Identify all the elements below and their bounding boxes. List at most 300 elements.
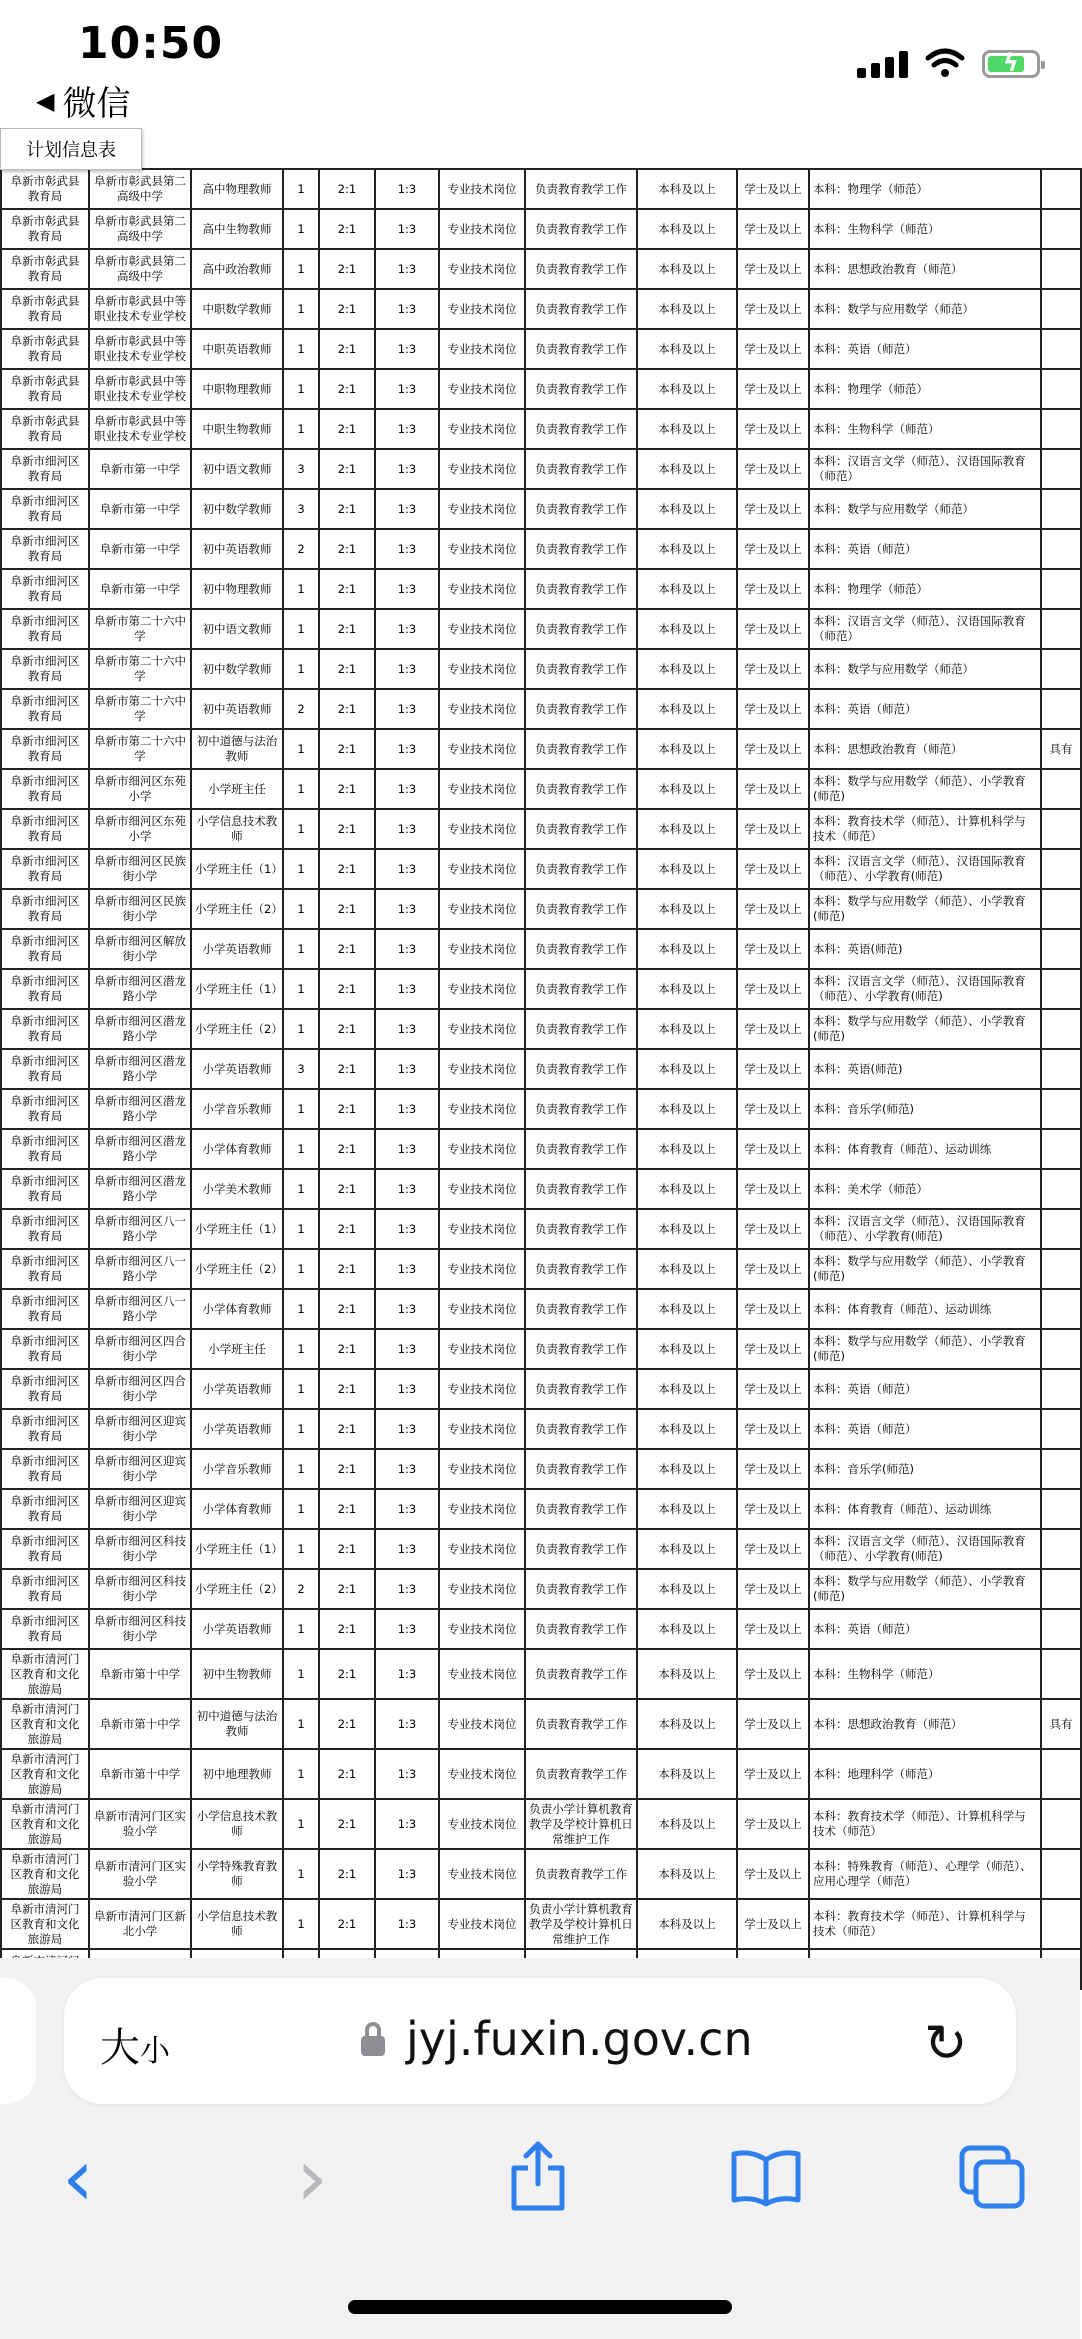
table-cell: 2:1 bbox=[319, 329, 375, 369]
lock-icon bbox=[361, 2022, 383, 2040]
table-cell: 阜新市细河区八一路小学 bbox=[89, 1249, 191, 1289]
table-cell: 本科及以上 bbox=[637, 1089, 737, 1129]
table-cell: 阜新市清河门区实验小学 bbox=[89, 1799, 191, 1849]
table-cell: 专业技术岗位 bbox=[439, 409, 525, 449]
table-cell: 学士及以上 bbox=[737, 569, 809, 609]
table-cell: 学士及以上 bbox=[737, 1529, 809, 1569]
table-cell: 学士及以上 bbox=[737, 609, 809, 649]
table-cell: 负责教育教学工作 bbox=[525, 609, 637, 649]
table-cell: 专业技术岗位 bbox=[439, 649, 525, 689]
table-cell: 1 bbox=[283, 809, 319, 849]
table-row bbox=[0, 1409, 1081, 1449]
table-cell: 1 bbox=[283, 249, 319, 289]
address-bar[interactable] bbox=[64, 1978, 1016, 2104]
table-cell bbox=[1041, 409, 1081, 449]
table-cell: 阜新市清河门区教育和文化旅游局 bbox=[1, 1849, 89, 1899]
table-cell: 本科：体育教育（师范）、运动训练 bbox=[809, 1129, 1041, 1169]
table-cell bbox=[1041, 809, 1081, 849]
table-cell: 专业技术岗位 bbox=[439, 1129, 525, 1169]
table-cell: 1 bbox=[283, 169, 319, 209]
table-cell: 1 bbox=[283, 1329, 319, 1369]
table-cell: 1:3 bbox=[375, 289, 439, 329]
table-cell: 负责教育教学工作 bbox=[525, 449, 637, 489]
status-icons bbox=[857, 48, 1040, 78]
table-cell: 2:1 bbox=[319, 529, 375, 569]
table-cell: 中职数学教师 bbox=[191, 289, 283, 329]
table-cell bbox=[1041, 849, 1081, 889]
table-cell: 初中英语教师 bbox=[191, 529, 283, 569]
table-cell: 本科及以上 bbox=[637, 1529, 737, 1569]
table-cell: 本科及以上 bbox=[637, 1249, 737, 1289]
bookmarks-icon[interactable] bbox=[730, 2148, 802, 2208]
table-cell: 阜新市第一中学 bbox=[89, 529, 191, 569]
table-cell: 本科：生物科学（师范） bbox=[809, 409, 1041, 449]
table-cell: 1:3 bbox=[375, 1409, 439, 1449]
table-cell: 阜新市细河区教育局 bbox=[1, 1609, 89, 1649]
table-cell: 2:1 bbox=[319, 1129, 375, 1169]
table-cell: 专业技术岗位 bbox=[439, 1009, 525, 1049]
sheet-tab-label[interactable]: 计划信息表 bbox=[0, 128, 142, 170]
table-cell: 本科：体育教育（师范）、运动训练 bbox=[809, 1289, 1041, 1329]
table-cell: 小学英语教师 bbox=[191, 1049, 283, 1089]
table-cell: 专业技术岗位 bbox=[439, 369, 525, 409]
table-cell: 1:3 bbox=[375, 1329, 439, 1369]
table-cell: 本科：思想政治教育（师范） bbox=[809, 1699, 1041, 1749]
table-cell: 本科：英语（师范） bbox=[809, 689, 1041, 729]
table-row bbox=[0, 1849, 1081, 1899]
table-cell: 本科：英语（师范） bbox=[809, 1409, 1041, 1449]
table-cell: 负责教育教学工作 bbox=[525, 329, 637, 369]
table-cell: 学士及以上 bbox=[737, 1449, 809, 1489]
table-cell: 阜新市第二十六中学 bbox=[89, 729, 191, 769]
table-cell: 1:3 bbox=[375, 1489, 439, 1529]
table-cell: 2:1 bbox=[319, 1089, 375, 1129]
table-row bbox=[0, 1449, 1081, 1489]
table-cell: 1:3 bbox=[375, 569, 439, 609]
previous-tab-preview[interactable] bbox=[0, 1978, 36, 2104]
table-cell: 1:3 bbox=[375, 1169, 439, 1209]
table-cell: 阜新市细河区教育局 bbox=[1, 1009, 89, 1049]
table-cell: 2:1 bbox=[319, 1849, 375, 1899]
table-cell: 本科：音乐学(师范) bbox=[809, 1449, 1041, 1489]
table-cell: 2:1 bbox=[319, 1289, 375, 1329]
table-cell: 阜新市彰武县中等职业技术专业学校 bbox=[89, 289, 191, 329]
table-cell: 阜新市细河区教育局 bbox=[1, 769, 89, 809]
table-cell: 2:1 bbox=[319, 1609, 375, 1649]
table-cell: 阜新市细河区教育局 bbox=[1, 1489, 89, 1529]
table-cell: 本科及以上 bbox=[637, 1129, 737, 1169]
table-cell: 本科：物理学（师范） bbox=[809, 369, 1041, 409]
forward-chevron-icon[interactable]: › bbox=[296, 2131, 328, 2224]
home-indicator bbox=[348, 2300, 732, 2314]
table-cell: 高中生物教师 bbox=[191, 209, 283, 249]
table-cell: 本科：思想政治教育（师范） bbox=[809, 729, 1041, 769]
back-app-label: 微信 bbox=[62, 84, 131, 124]
table-cell: 负责教育教学工作 bbox=[525, 1409, 637, 1449]
table-row bbox=[0, 969, 1081, 1009]
table-cell: 本科及以上 bbox=[637, 609, 737, 649]
table-cell: 1:3 bbox=[375, 1849, 439, 1899]
table-cell: 初中数学教师 bbox=[191, 649, 283, 689]
table-cell bbox=[1041, 1009, 1081, 1049]
table-cell: 学士及以上 bbox=[737, 1369, 809, 1409]
table-cell: 本科及以上 bbox=[637, 169, 737, 209]
table-cell: 专业技术岗位 bbox=[439, 569, 525, 609]
table-cell: 专业技术岗位 bbox=[439, 1449, 525, 1489]
table-cell: 阜新市细河区八一路小学 bbox=[89, 1209, 191, 1249]
table-cell: 阜新市第十中学 bbox=[89, 1749, 191, 1799]
battery-charging-icon: ϟ bbox=[982, 50, 1040, 78]
table-cell: 专业技术岗位 bbox=[439, 1209, 525, 1249]
table-cell: 小学英语教师 bbox=[191, 1369, 283, 1409]
table-cell: 本科：英语（师范） bbox=[809, 329, 1041, 369]
table-cell: 2:1 bbox=[319, 809, 375, 849]
table-cell bbox=[1041, 1329, 1081, 1369]
table-cell: 2:1 bbox=[319, 569, 375, 609]
table-cell: 负责教育教学工作 bbox=[525, 969, 637, 1009]
table-cell: 1:3 bbox=[375, 369, 439, 409]
table-cell: 学士及以上 bbox=[737, 649, 809, 689]
text-size-button[interactable] bbox=[100, 2016, 170, 2073]
table-cell: 学士及以上 bbox=[737, 1569, 809, 1609]
table-cell: 学士及以上 bbox=[737, 1249, 809, 1289]
table-cell: 专业技术岗位 bbox=[439, 1369, 525, 1409]
table-cell: 阜新市彰武县中等职业技术专业学校 bbox=[89, 329, 191, 369]
table-cell: 本科及以上 bbox=[637, 1369, 737, 1409]
table-cell: 阜新市细河区教育局 bbox=[1, 1369, 89, 1409]
table-cell: 阜新市细河区教育局 bbox=[1, 849, 89, 889]
table-cell: 2:1 bbox=[319, 1799, 375, 1849]
table-cell: 1 bbox=[283, 1249, 319, 1289]
table-cell: 初中道德与法治教师 bbox=[191, 729, 283, 769]
table-cell: 专业技术岗位 bbox=[439, 889, 525, 929]
table-cell: 本科及以上 bbox=[637, 929, 737, 969]
table-cell: 1:3 bbox=[375, 489, 439, 529]
table-row bbox=[0, 249, 1081, 289]
table-cell: 1:3 bbox=[375, 1569, 439, 1609]
table-cell bbox=[1041, 1049, 1081, 1089]
table-cell: 本科：数学与应用数学（师范） bbox=[809, 289, 1041, 329]
table-cell: 1 bbox=[283, 1129, 319, 1169]
table-cell: 1 bbox=[283, 1169, 319, 1209]
table-cell: 小学班主任（2） bbox=[191, 1249, 283, 1289]
table-row bbox=[0, 1569, 1081, 1609]
table-cell: 阜新市细河区迎宾街小学 bbox=[89, 1449, 191, 1489]
table-cell: 学士及以上 bbox=[737, 1409, 809, 1449]
table-cell: 本科及以上 bbox=[637, 1799, 737, 1849]
table-cell: 负责教育教学工作 bbox=[525, 169, 637, 209]
back-chevron-icon[interactable]: ‹ bbox=[62, 2131, 94, 2224]
table-cell: 阜新市细河区教育局 bbox=[1, 1529, 89, 1569]
table-cell: 学士及以上 bbox=[737, 1169, 809, 1209]
table-cell: 负责教育教学工作 bbox=[525, 809, 637, 849]
table-cell: 2:1 bbox=[319, 729, 375, 769]
table-cell: 专业技术岗位 bbox=[439, 209, 525, 249]
table-cell: 小学班主任（1） bbox=[191, 849, 283, 889]
table-cell: 阜新市细河区八一路小学 bbox=[89, 1289, 191, 1329]
table-cell: 负责小学计算机教育教学及学校计算机日常维护工作 bbox=[525, 1899, 637, 1949]
table-cell: 负责教育教学工作 bbox=[525, 1329, 637, 1369]
table-cell: 负责教育教学工作 bbox=[525, 1049, 637, 1089]
table-cell: 专业技术岗位 bbox=[439, 809, 525, 849]
table-cell: 本科及以上 bbox=[637, 569, 737, 609]
table-cell: 负责教育教学工作 bbox=[525, 769, 637, 809]
table-cell: 本科：教育技术学（师范）、计算机科学与技术（师范） bbox=[809, 1899, 1041, 1949]
table-cell: 2:1 bbox=[319, 1249, 375, 1289]
table-cell: 阜新市细河区教育局 bbox=[1, 969, 89, 1009]
table-cell: 阜新市第一中学 bbox=[89, 449, 191, 489]
table-cell: 专业技术岗位 bbox=[439, 1289, 525, 1329]
table-cell: 学士及以上 bbox=[737, 249, 809, 289]
table-cell: 本科：英语(师范) bbox=[809, 1049, 1041, 1089]
table-cell: 阜新市细河区教育局 bbox=[1, 1249, 89, 1289]
table-cell: 学士及以上 bbox=[737, 769, 809, 809]
table-cell: 3 bbox=[283, 1049, 319, 1089]
table-cell: 阜新市第十中学 bbox=[89, 1699, 191, 1749]
table-cell: 专业技术岗位 bbox=[439, 1799, 525, 1849]
reload-icon[interactable]: ↻ bbox=[924, 2014, 968, 2074]
table-cell: 小学班主任（2） bbox=[191, 1009, 283, 1049]
table-cell: 负责教育教学工作 bbox=[525, 1089, 637, 1129]
table-cell: 阜新市彰武县教育局 bbox=[1, 329, 89, 369]
table-cell: 负责教育教学工作 bbox=[525, 1169, 637, 1209]
table-cell: 阜新市清河门区教育和文化旅游局 bbox=[1, 1699, 89, 1749]
table-cell: 学士及以上 bbox=[737, 1289, 809, 1329]
table-cell: 专业技术岗位 bbox=[439, 1409, 525, 1449]
table-cell: 1:3 bbox=[375, 449, 439, 489]
table-cell: 本科及以上 bbox=[637, 1849, 737, 1899]
table-cell: 负责教育教学工作 bbox=[525, 369, 637, 409]
table-cell: 小学班主任（1） bbox=[191, 969, 283, 1009]
table-cell: 本科：数学与应用数学（师范）、小学教育(师范) bbox=[809, 1009, 1041, 1049]
table-cell: 1:3 bbox=[375, 1089, 439, 1129]
table-row bbox=[0, 1289, 1081, 1329]
table-cell bbox=[1041, 1449, 1081, 1489]
table-cell: 本科及以上 bbox=[637, 369, 737, 409]
table-cell: 1:3 bbox=[375, 1609, 439, 1649]
table-cell bbox=[1041, 1089, 1081, 1129]
plan-table-viewport[interactable] bbox=[0, 168, 1080, 1958]
table-cell: 初中物理教师 bbox=[191, 569, 283, 609]
table-cell: 初中语文教师 bbox=[191, 449, 283, 489]
table-cell: 负责教育教学工作 bbox=[525, 1489, 637, 1529]
table-cell bbox=[1041, 1129, 1081, 1169]
table-cell: 小学班主任（2） bbox=[191, 889, 283, 929]
table-cell: 中职生物教师 bbox=[191, 409, 283, 449]
table-cell: 负责教育教学工作 bbox=[525, 1699, 637, 1749]
table-cell: 小学信息技术教师 bbox=[191, 1899, 283, 1949]
table-cell: 专业技术岗位 bbox=[439, 929, 525, 969]
table-cell: 学士及以上 bbox=[737, 1749, 809, 1799]
table-cell: 1:3 bbox=[375, 929, 439, 969]
table-cell: 学士及以上 bbox=[737, 809, 809, 849]
table-cell: 阜新市细河区教育局 bbox=[1, 1289, 89, 1329]
table-cell: 学士及以上 bbox=[737, 729, 809, 769]
table-cell: 阜新市细河区四合街小学 bbox=[89, 1369, 191, 1409]
table-cell: 1 bbox=[283, 289, 319, 329]
table-cell: 专业技术岗位 bbox=[439, 1649, 525, 1699]
text-size-small: 小 bbox=[140, 2034, 170, 2069]
table-cell bbox=[1041, 289, 1081, 329]
table-cell: 1:3 bbox=[375, 729, 439, 769]
table-cell: 1:3 bbox=[375, 1899, 439, 1949]
table-cell: 1 bbox=[283, 1089, 319, 1129]
tabs-icon[interactable] bbox=[958, 2144, 1026, 2210]
table-cell: 阜新市细河区科技街小学 bbox=[89, 1569, 191, 1609]
table-cell: 2:1 bbox=[319, 1449, 375, 1489]
table-cell bbox=[1041, 209, 1081, 249]
table-cell: 1:3 bbox=[375, 1649, 439, 1699]
table-row bbox=[0, 1009, 1081, 1049]
table-cell: 本科及以上 bbox=[637, 1749, 737, 1799]
table-cell: 负责教育教学工作 bbox=[525, 929, 637, 969]
table-cell: 1:3 bbox=[375, 1799, 439, 1849]
table-cell: 1:3 bbox=[375, 409, 439, 449]
table-cell: 阜新市细河区科技街小学 bbox=[89, 1609, 191, 1649]
table-cell: 专业技术岗位 bbox=[439, 1849, 525, 1899]
table-cell: 学士及以上 bbox=[737, 409, 809, 449]
table-cell: 负责教育教学工作 bbox=[525, 1849, 637, 1899]
table-cell: 本科及以上 bbox=[637, 1449, 737, 1489]
table-cell: 2:1 bbox=[319, 1489, 375, 1529]
table-row bbox=[0, 649, 1081, 689]
table-cell: 阜新市细河区潜龙路小学 bbox=[89, 1049, 191, 1089]
text-size-large: 大 bbox=[100, 2025, 140, 2071]
table-cell: 1 bbox=[283, 729, 319, 769]
table-cell: 负责教育教学工作 bbox=[525, 889, 637, 929]
table-cell: 2:1 bbox=[319, 249, 375, 289]
table-cell: 阜新市清河门区实验小学 bbox=[89, 1849, 191, 1899]
table-cell: 学士及以上 bbox=[737, 1899, 809, 1949]
table-cell: 1 bbox=[283, 1749, 319, 1799]
table-cell: 本科：音乐学(师范) bbox=[809, 1089, 1041, 1129]
table-cell: 本科及以上 bbox=[637, 1569, 737, 1609]
table-cell: 本科及以上 bbox=[637, 289, 737, 329]
table-cell: 阜新市细河区科技街小学 bbox=[89, 1529, 191, 1569]
table-cell: 小学信息技术教师 bbox=[191, 809, 283, 849]
table-cell: 阜新市第一中学 bbox=[89, 489, 191, 529]
table-cell: 阜新市细河区东苑小学 bbox=[89, 809, 191, 849]
back-to-wechat-button[interactable] bbox=[36, 76, 130, 125]
table-cell: 2:1 bbox=[319, 1009, 375, 1049]
url-text[interactable]: jyj.fuxin.gov.cn bbox=[406, 2012, 753, 2066]
clock: 10:50 bbox=[78, 18, 224, 69]
table-cell: 本科：生物科学（师范） bbox=[809, 1649, 1041, 1699]
table-cell: 2:1 bbox=[319, 889, 375, 929]
table-cell: 阜新市清河门区新北小学 bbox=[89, 1899, 191, 1949]
table-cell: 中职英语教师 bbox=[191, 329, 283, 369]
table-cell: 1 bbox=[283, 1409, 319, 1449]
table-cell: 学士及以上 bbox=[737, 1849, 809, 1899]
table-cell: 负责教育教学工作 bbox=[525, 849, 637, 889]
table-cell: 1:3 bbox=[375, 249, 439, 289]
table-cell bbox=[1041, 449, 1081, 489]
table-cell: 1 bbox=[283, 1209, 319, 1249]
table-cell: 负责教育教学工作 bbox=[525, 1609, 637, 1649]
table-cell: 阜新市第二十六中学 bbox=[89, 649, 191, 689]
table-row bbox=[0, 289, 1081, 329]
table-cell: 1:3 bbox=[375, 329, 439, 369]
table-cell: 专业技术岗位 bbox=[439, 609, 525, 649]
table-row bbox=[0, 169, 1081, 209]
table-cell bbox=[1041, 1289, 1081, 1329]
table-row bbox=[0, 1249, 1081, 1289]
table-cell: 阜新市细河区民族街小学 bbox=[89, 849, 191, 889]
table-cell: 本科：英语(师范) bbox=[809, 929, 1041, 969]
table-cell: 1:3 bbox=[375, 1049, 439, 1089]
table-cell: 1 bbox=[283, 409, 319, 449]
table-cell bbox=[1041, 889, 1081, 929]
table-cell bbox=[1041, 769, 1081, 809]
table-cell: 学士及以上 bbox=[737, 1049, 809, 1089]
table-cell: 1 bbox=[283, 1369, 319, 1409]
table-cell: 本科及以上 bbox=[637, 1049, 737, 1089]
table-cell: 阜新市第二十六中学 bbox=[89, 689, 191, 729]
table-cell: 阜新市第十中学 bbox=[89, 1649, 191, 1699]
table-cell: 1:3 bbox=[375, 969, 439, 1009]
table-cell: 初中生物教师 bbox=[191, 1649, 283, 1699]
table-cell: 1 bbox=[283, 569, 319, 609]
table-cell: 本科：数学与应用数学（师范）、小学教育(师范) bbox=[809, 1329, 1041, 1369]
table-cell: 初中英语教师 bbox=[191, 689, 283, 729]
table-cell: 本科：地理科学（师范） bbox=[809, 1749, 1041, 1799]
table-cell: 2 bbox=[283, 529, 319, 569]
table-cell: 专业技术岗位 bbox=[439, 1899, 525, 1949]
table-cell: 小学英语教师 bbox=[191, 1409, 283, 1449]
table-cell: 本科：汉语言文学（师范）、汉语国际教育（师范）、小学教育(师范) bbox=[809, 1529, 1041, 1569]
table-cell: 学士及以上 bbox=[737, 1699, 809, 1749]
table-cell: 专业技术岗位 bbox=[439, 1569, 525, 1609]
table-cell bbox=[1041, 1899, 1081, 1949]
table-cell: 1:3 bbox=[375, 529, 439, 569]
table-cell bbox=[1041, 969, 1081, 1009]
table-cell: 专业技术岗位 bbox=[439, 1489, 525, 1529]
table-cell: 阜新市清河门区教育和文化旅游局 bbox=[1, 1899, 89, 1949]
table-cell: 阜新市彰武县教育局 bbox=[1, 369, 89, 409]
table-cell: 本科及以上 bbox=[637, 249, 737, 289]
back-triangle-icon: ◀ bbox=[36, 86, 55, 115]
table-cell: 负责教育教学工作 bbox=[525, 1649, 637, 1699]
share-icon[interactable] bbox=[508, 2140, 568, 2212]
table-cell: 本科：汉语言文学（师范）、汉语国际教育（师范） bbox=[809, 609, 1041, 649]
table-cell: 本科及以上 bbox=[637, 889, 737, 929]
table-cell: 1:3 bbox=[375, 1699, 439, 1749]
table-cell: 学士及以上 bbox=[737, 329, 809, 369]
table-row bbox=[0, 1899, 1081, 1949]
table-cell: 小学班主任 bbox=[191, 769, 283, 809]
table-cell: 2:1 bbox=[319, 369, 375, 409]
table-cell: 负责教育教学工作 bbox=[525, 1749, 637, 1799]
table-cell: 学士及以上 bbox=[737, 929, 809, 969]
table-cell: 2:1 bbox=[319, 1749, 375, 1799]
table-cell: 阜新市细河区潜龙路小学 bbox=[89, 969, 191, 1009]
table-cell: 阜新市细河区教育局 bbox=[1, 1089, 89, 1129]
table-cell: 本科：教育技术学（师范）、计算机科学与技术（师范） bbox=[809, 809, 1041, 849]
table-cell: 本科及以上 bbox=[637, 1289, 737, 1329]
table-cell: 阜新市细河区教育局 bbox=[1, 569, 89, 609]
table-cell: 本科及以上 bbox=[637, 849, 737, 889]
table-cell: 学士及以上 bbox=[737, 849, 809, 889]
table-cell: 负责教育教学工作 bbox=[525, 1449, 637, 1489]
table-row bbox=[0, 929, 1081, 969]
table-cell: 阜新市细河区迎宾街小学 bbox=[89, 1409, 191, 1449]
table-cell: 中职物理教师 bbox=[191, 369, 283, 409]
table-cell: 负责教育教学工作 bbox=[525, 569, 637, 609]
table-cell: 负责教育教学工作 bbox=[525, 689, 637, 729]
table-cell: 阜新市细河区教育局 bbox=[1, 1049, 89, 1089]
table-cell: 学士及以上 bbox=[737, 1129, 809, 1169]
table-cell: 1 bbox=[283, 609, 319, 649]
